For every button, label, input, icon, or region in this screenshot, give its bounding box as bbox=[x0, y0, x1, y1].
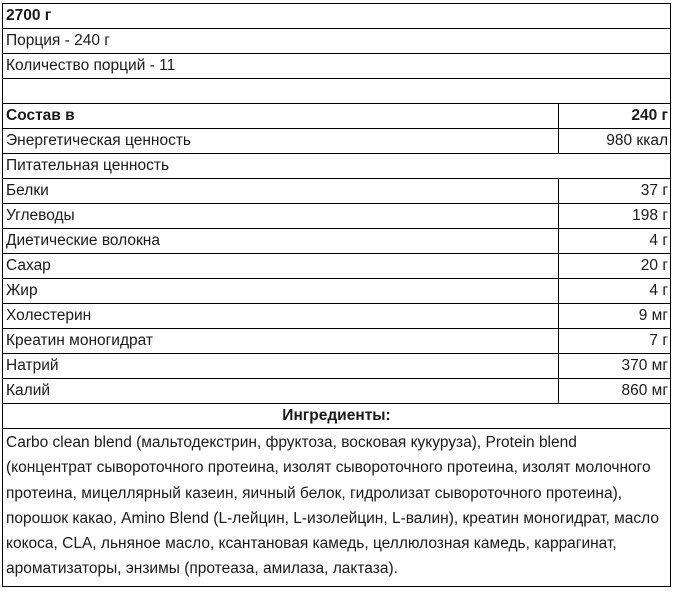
nutrient-value: 860 мг bbox=[621, 382, 668, 399]
ingredients-title: Ингредиенты: bbox=[282, 407, 391, 424]
ingredients-text: Carbo clean blend (мальтодекстрин, фруктоза, восковая кукуруза), Protein blend (концентрат сывороточного протеина, изолят сывороточного протеина, изолят молочного протеина, мицеллярный казеин, яичный белок, гидролизат сывороточного протеина), порошок какао, Amino Blend (L-лейцин, L-изолейцин, L-валин), креатин моногидрат, масло кокоса, CLA, льняное масло, ксантановая камедь, целлюлозная камедь, каррагинат, ароматизаторы, энзимы (протеаза, амилаза, лактаза). bbox=[6, 434, 659, 578]
nutrient-row bbox=[3, 204, 670, 229]
composition-serving-size: 240 г bbox=[631, 107, 668, 124]
nutrient-label: Сахар bbox=[3, 254, 559, 278]
serving-size: Порция - 240 г bbox=[6, 32, 110, 49]
servings-count: Количество порций - 11 bbox=[6, 57, 176, 74]
nutrition-table bbox=[2, 3, 671, 587]
nutrient-row bbox=[3, 329, 670, 354]
nutrient-value: 37 г bbox=[640, 182, 668, 199]
nutrient-row bbox=[3, 254, 670, 279]
product-weight: 2700 г bbox=[6, 7, 52, 24]
composition-title: Состав в bbox=[3, 104, 559, 128]
weight-row bbox=[3, 4, 670, 29]
nutrient-value: 20 г bbox=[640, 257, 668, 274]
nutrient-label: Креатин моногидрат bbox=[3, 329, 559, 353]
nutrient-row bbox=[3, 354, 670, 379]
nutrient-label: Калий bbox=[3, 379, 559, 403]
servings-count-row bbox=[3, 54, 670, 79]
nutrient-row bbox=[3, 304, 670, 329]
nutrient-value: 4 г bbox=[649, 282, 668, 299]
composition-header-row bbox=[3, 104, 670, 129]
nutrient-row bbox=[3, 379, 670, 404]
nutrient-value: 4 г bbox=[649, 232, 668, 249]
energy-row bbox=[3, 129, 670, 154]
nutrition-label-row bbox=[3, 154, 670, 179]
nutrient-label: Натрий bbox=[3, 354, 559, 378]
energy-value: 980 ккал bbox=[606, 132, 668, 149]
nutrient-value: 370 мг bbox=[621, 357, 668, 374]
ingredients-header-row bbox=[3, 404, 670, 429]
nutrient-label: Углеводы bbox=[3, 204, 559, 228]
nutrient-value: 198 г bbox=[632, 207, 668, 224]
nutrient-value: 9 мг bbox=[638, 307, 668, 324]
serving-row bbox=[3, 29, 670, 54]
nutrient-label: Жир bbox=[3, 279, 559, 303]
nutrient-label: Холестерин bbox=[3, 304, 559, 328]
empty-row bbox=[3, 79, 670, 104]
nutrient-label: Белки bbox=[3, 179, 559, 203]
nutrient-row bbox=[3, 279, 670, 304]
nutrient-row bbox=[3, 229, 670, 254]
nutrient-value: 7 г bbox=[649, 332, 668, 349]
nutrient-row bbox=[3, 179, 670, 204]
empty-cell bbox=[3, 79, 670, 103]
nutrient-label: Диетические волокна bbox=[3, 229, 559, 253]
nutrition-label: Питательная ценность bbox=[6, 157, 170, 174]
energy-label: Энергетическая ценность bbox=[3, 129, 559, 153]
